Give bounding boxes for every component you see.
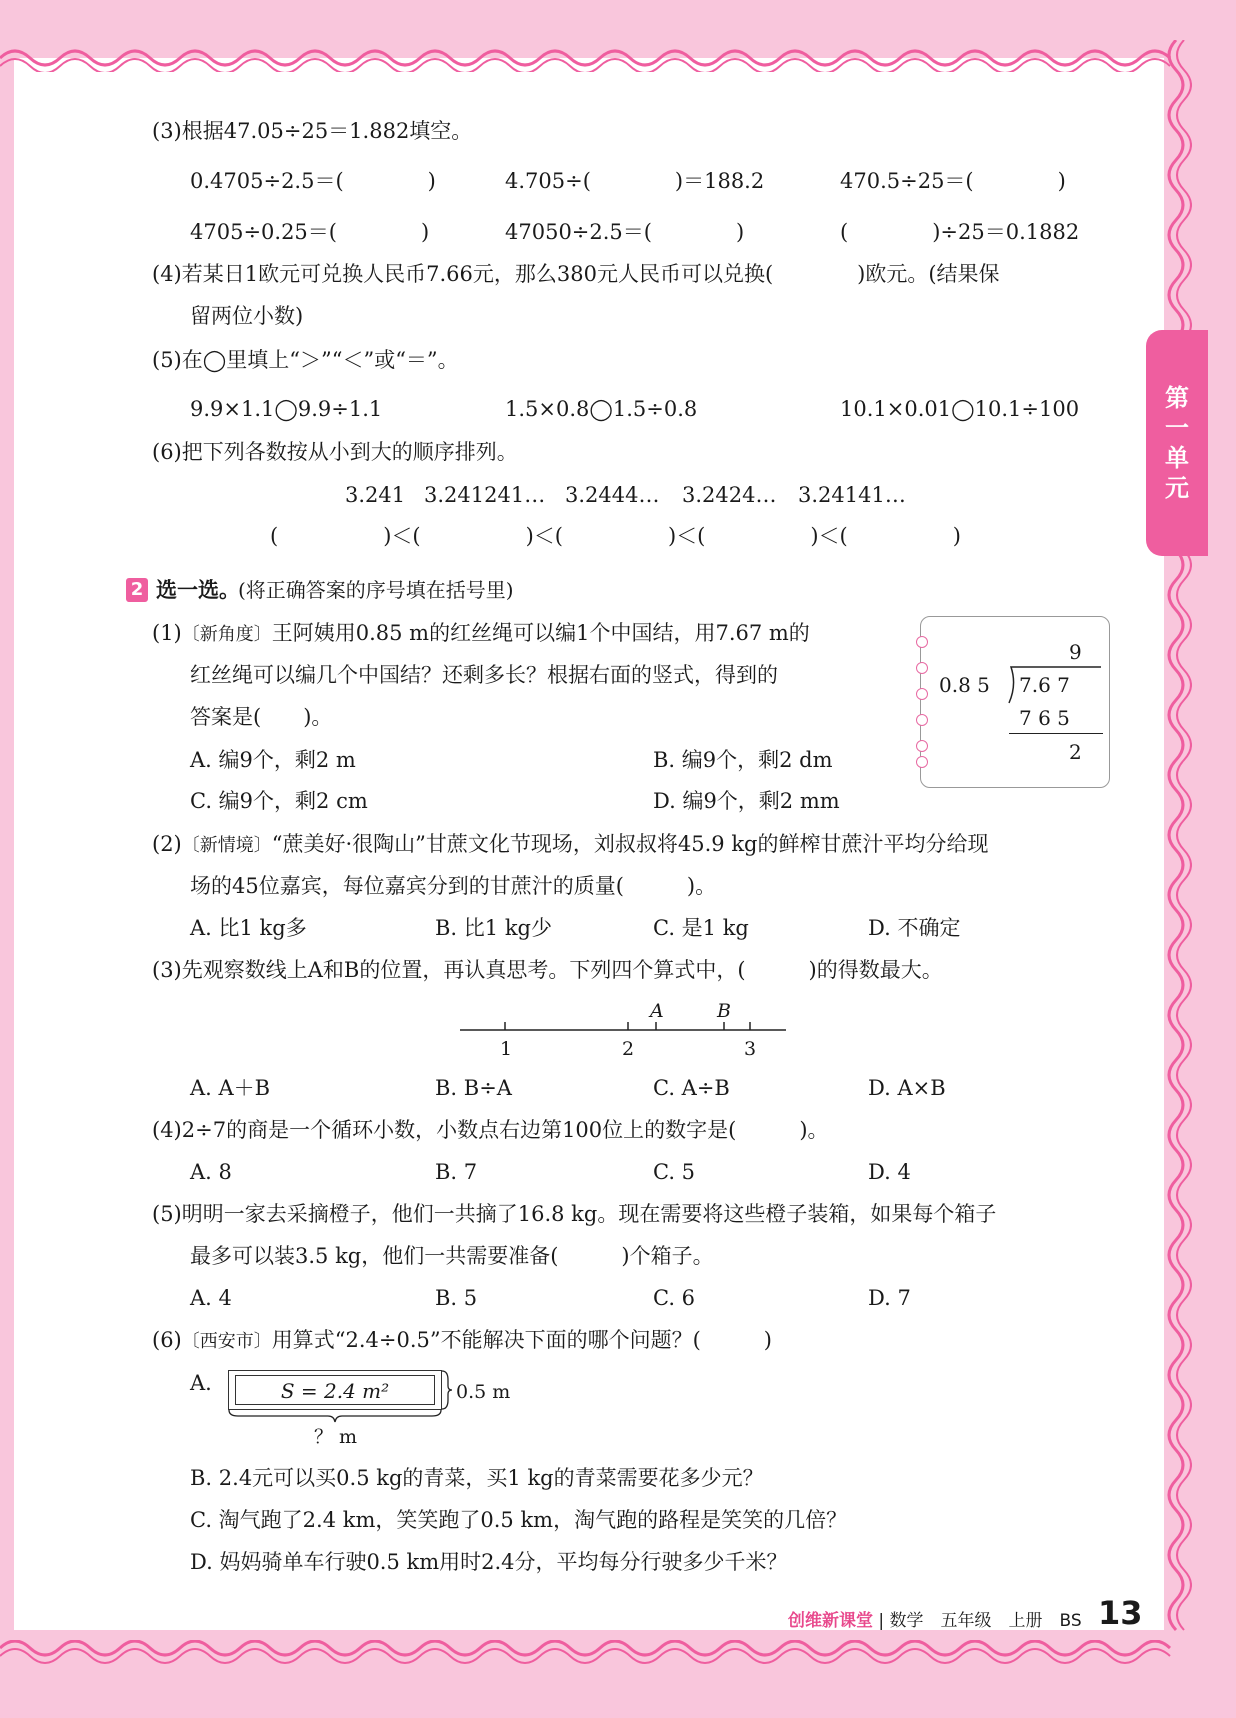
q5-item: 1.5×0.8◯1.5÷0.8 bbox=[505, 397, 698, 421]
question-tag: 〔新情境〕 bbox=[181, 835, 272, 856]
q6-number: 3.241 bbox=[345, 483, 406, 507]
q5-line: 最多可以装3.5 kg，他们一共需要准备( )个箱子。 bbox=[190, 1244, 714, 1268]
question-tag: 〔西安市〕 bbox=[181, 1331, 272, 1352]
q1-option-b: B. 编9个，剩2 dm bbox=[653, 748, 833, 772]
bottom-wave-border bbox=[0, 1640, 1236, 1668]
number-line-point-a: A bbox=[650, 1000, 664, 1022]
width-brace bbox=[228, 1408, 442, 1424]
q6-line: 用算式“2.4÷0.5”不能解决下面的哪个问题？( ) bbox=[271, 1328, 772, 1352]
q5-option-c: C. 6 bbox=[653, 1286, 696, 1310]
unit-tab-char: 元 bbox=[1165, 474, 1189, 502]
page-number: 13 bbox=[1098, 1594, 1143, 1632]
q3-option-c: C. A÷B bbox=[653, 1076, 730, 1100]
number-line-label: 1 bbox=[500, 1038, 513, 1060]
unit-tab bbox=[1146, 330, 1208, 556]
q5-option-a: A. 4 bbox=[190, 1286, 232, 1310]
q6-option-c: C. 淘气跑了2.4 km，笑笑跑了0.5 km，淘气跑的路程是笑笑的几倍？ bbox=[190, 1508, 848, 1532]
q6-blanks: ( )＜( )＜( )＜( )＜( ) bbox=[270, 524, 961, 548]
q2-option-a: A. 比1 kg多 bbox=[190, 916, 307, 940]
q6-option-b: B. 2.4元可以买0.5 kg的青菜，买1 kg的青菜需要花多少元？ bbox=[190, 1466, 764, 1490]
q6-number: 3.2424… bbox=[682, 483, 777, 507]
q6-option-a-label: A. bbox=[190, 1371, 212, 1395]
footer-separator: | bbox=[878, 1611, 885, 1631]
unit-tab-char: 一 bbox=[1165, 414, 1189, 442]
q1-line: 红丝绳可以编几个中国结？还剩多长？根据右面的竖式，得到的 bbox=[190, 663, 778, 687]
q6-number: 3.24141… bbox=[798, 483, 906, 507]
height-brace bbox=[440, 1370, 454, 1410]
q-prefix: (1) bbox=[152, 621, 182, 645]
q3-item: 4705÷0.25＝( ) bbox=[190, 220, 430, 244]
section-number: 2 bbox=[126, 578, 148, 602]
q3-option-d: D. A×B bbox=[868, 1076, 946, 1100]
top-wave-border bbox=[0, 44, 1236, 72]
q2-line: 场的45位嘉宾，每位嘉宾分到的甘蔗汁的质量( )。 bbox=[190, 874, 717, 898]
q5-title: (5)在◯里填上“＞”“＜”或“＝”。 bbox=[152, 348, 459, 372]
q6-number: 3.2444… bbox=[565, 483, 660, 507]
footer-brand: 创维新课堂 bbox=[788, 1611, 873, 1631]
q4-option-c: C. 5 bbox=[653, 1160, 696, 1184]
q4-line: 留两位小数) bbox=[190, 304, 304, 328]
question-tag: 〔新角度〕 bbox=[181, 624, 272, 645]
q3-item: 47050÷2.5＝( ) bbox=[505, 220, 745, 244]
rectangle-width-label: ？ m bbox=[314, 1426, 358, 1448]
q3-item: 470.5÷25＝( ) bbox=[840, 169, 1066, 193]
division-divisor: 0.8 5 bbox=[939, 673, 990, 697]
q1-line: 王阿姨用0.85 m的红丝绳可以编1个中国结，用7.67 m的 bbox=[271, 621, 810, 645]
q1-line: 答案是( )。 bbox=[190, 705, 333, 729]
q5-option-d: D. 7 bbox=[868, 1286, 911, 1310]
q3-item: 4.705÷( )＝188.2 bbox=[505, 169, 765, 193]
right-wave-border bbox=[1162, 40, 1192, 1640]
q3-line: (3)先观察数线上A和B的位置，再认真思考。下列四个算式中，( )的得数最大。 bbox=[152, 958, 943, 982]
q3-option-b: B. B÷A bbox=[435, 1076, 512, 1100]
q2-option-b: B. 比1 kg少 bbox=[435, 916, 552, 940]
notebook-ring bbox=[916, 662, 928, 674]
q4-option-d: D. 4 bbox=[868, 1160, 911, 1184]
division-line bbox=[1009, 733, 1103, 734]
q5-item: 9.9×1.1◯9.9÷1.1 bbox=[190, 397, 383, 421]
footer bbox=[788, 1606, 1082, 1631]
section-title: 选一选。 bbox=[156, 578, 240, 602]
division-remainder: 2 bbox=[1069, 740, 1082, 764]
q1-option-d: D. 编9个，剩2 mm bbox=[653, 789, 840, 813]
number-line-label: 2 bbox=[622, 1038, 635, 1060]
q4-line: (4)若某日1欧元可兑换人民币7.66元，那么380元人民币可以兑换( )欧元。(结果保 bbox=[152, 262, 1000, 286]
q3-title: (3)根据47.05÷25＝1.882填空。 bbox=[152, 119, 473, 143]
notebook-ring bbox=[916, 740, 928, 752]
notebook-ring bbox=[916, 756, 928, 768]
q1-option-c: C. 编9个，剩2 cm bbox=[190, 789, 368, 813]
q4-option-b: B. 7 bbox=[435, 1160, 478, 1184]
unit-tab-char: 第 bbox=[1165, 384, 1189, 412]
number-line-point-b: B bbox=[717, 1000, 731, 1022]
q3-item: ( )÷25＝0.1882 bbox=[840, 220, 1080, 244]
q-prefix: (6) bbox=[152, 1328, 182, 1352]
rectangle-area-label: S = 2.4 m² bbox=[235, 1375, 435, 1405]
rectangle-height-label: 0.5 m bbox=[456, 1381, 511, 1403]
q5-item: 10.1×0.01◯10.1÷100 bbox=[840, 397, 1080, 421]
q4-option-a: A. 8 bbox=[190, 1160, 232, 1184]
footer-book-info: 数学 五年级 上册 BS bbox=[889, 1611, 1082, 1631]
q2-option-c: C. 是1 kg bbox=[653, 916, 749, 940]
number-line-label: 3 bbox=[744, 1038, 757, 1060]
rectangle-figure bbox=[228, 1370, 442, 1410]
q3-item: 0.4705÷2.5＝( ) bbox=[190, 169, 436, 193]
q5-line: (5)明明一家去采摘橙子，他们一共摘了16.8 kg。现在需要将这些橙子装箱，如果每个箱子 bbox=[152, 1202, 997, 1226]
division-quotient: 9 bbox=[1069, 640, 1082, 664]
notebook-ring bbox=[916, 636, 928, 648]
q6-title: (6)把下列各数按从小到大的顺序排列。 bbox=[152, 440, 518, 464]
q-prefix: (2) bbox=[152, 832, 182, 856]
q1-option-a: A. 编9个，剩2 m bbox=[190, 748, 356, 772]
unit-tab-char: 单 bbox=[1165, 444, 1189, 472]
q6-number: 3.241241… bbox=[424, 483, 546, 507]
q6-option-d: D. 妈妈骑单车行驶0.5 km用时2.4分，平均每分行驶多少千米？ bbox=[190, 1550, 788, 1574]
division-dividend: 7.6 7 bbox=[1019, 673, 1070, 697]
q4-line: (4)2÷7的商是一个循环小数，小数点右边第100位上的数字是( )。 bbox=[152, 1118, 829, 1142]
division-product: 7 6 5 bbox=[1019, 706, 1070, 730]
q2-option-d: D. 不确定 bbox=[868, 916, 961, 940]
section-subtitle: (将正确答案的序号填在括号里) bbox=[238, 578, 514, 602]
q3-option-a: A. A＋B bbox=[190, 1076, 271, 1100]
long-division-note bbox=[920, 616, 1110, 788]
q2-line: “蔗美好·很陶山”甘蔗文化节现场，刘叔叔将45.9 kg的鲜榨甘蔗汁平均分给现 bbox=[271, 832, 989, 856]
notebook-ring bbox=[916, 714, 928, 726]
notebook-ring bbox=[916, 688, 928, 700]
q5-option-b: B. 5 bbox=[435, 1286, 478, 1310]
